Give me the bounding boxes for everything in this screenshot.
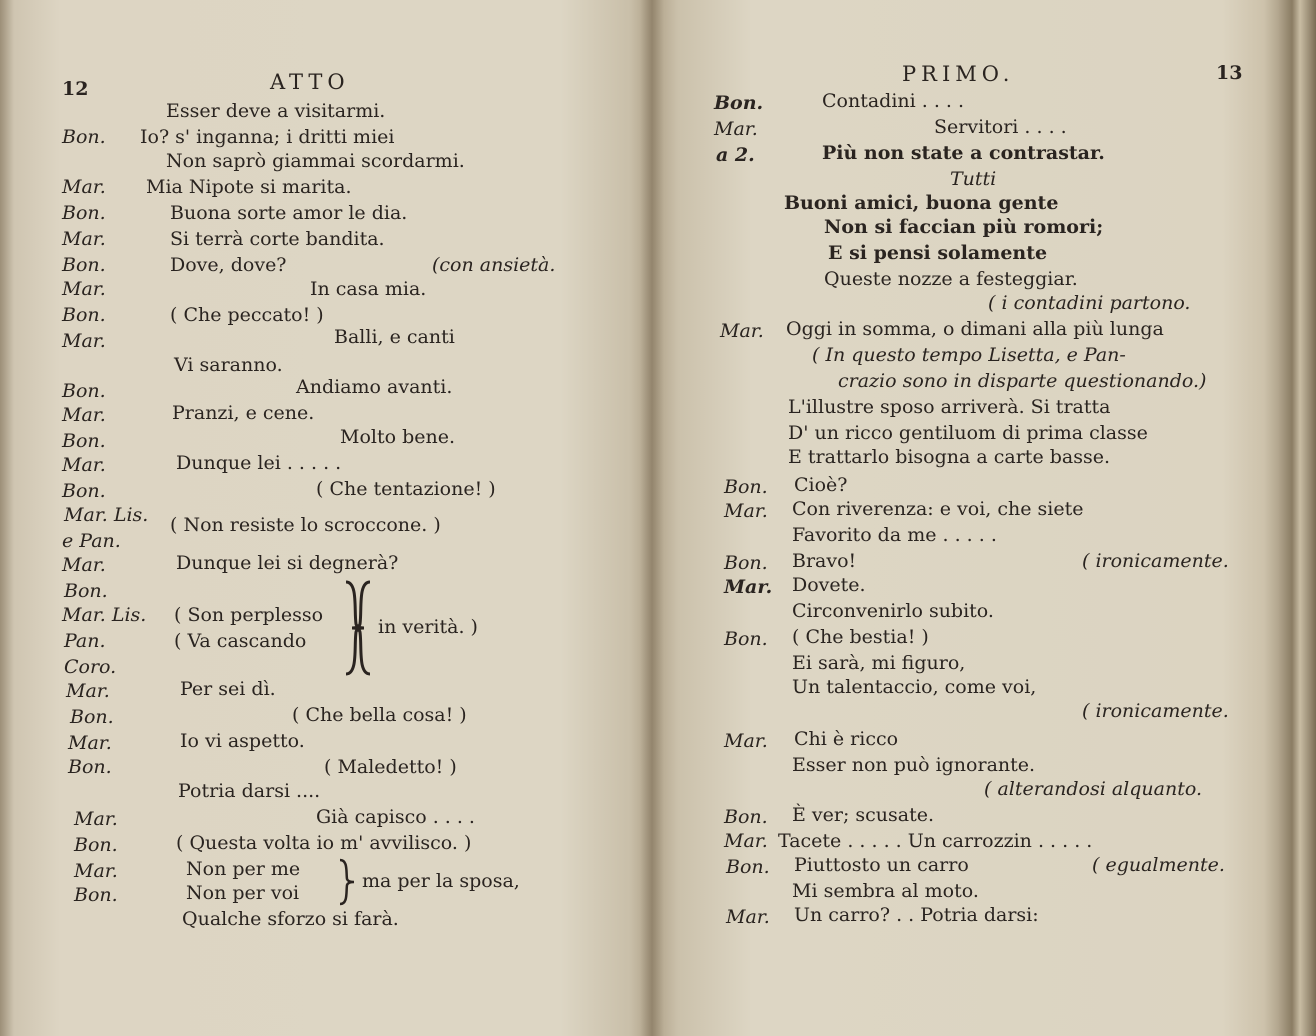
stage-direction: (con ansietà.: [432, 254, 556, 276]
text-line: Chi è ricco: [794, 728, 899, 750]
text-line: in verità. ): [378, 616, 478, 638]
text-line: Dove, dove?: [170, 254, 287, 276]
text-line: In casa mia.: [310, 278, 427, 300]
stage-direction: crazio sono in disparte questionando.): [838, 370, 1207, 392]
text-line: Già capisco . . . .: [316, 806, 475, 828]
text-line: Servitori . . . .: [934, 116, 1067, 138]
speaker: Mar.: [724, 576, 773, 598]
text-line: Potria darsi ....: [178, 780, 321, 802]
text-line: Più non state a contrastar.: [822, 142, 1105, 164]
text-line: Non si faccian più romori;: [824, 216, 1104, 238]
page-number: 13: [1216, 62, 1243, 84]
text-line: Dunque lei si degnerà?: [176, 552, 399, 574]
text-line: ( Questa volta io m' avvilisco. ): [176, 832, 472, 854]
running-header: PRIMO.: [902, 62, 1015, 86]
speaker: Bon.: [74, 834, 118, 856]
stage-direction: ( ironicamente.: [1082, 550, 1229, 572]
speaker: e Pan.: [62, 530, 121, 552]
text-line: Balli, e canti: [334, 326, 455, 348]
speaker: Mar.: [724, 500, 768, 522]
text-line: ma per la sposa,: [362, 870, 520, 892]
speaker: Mar.: [62, 330, 106, 352]
speaker: Mar.: [74, 860, 118, 882]
text-line: L'illustre sposo arriverà. Si tratta: [788, 396, 1111, 418]
text-line: Un talentaccio, come voi,: [792, 676, 1037, 698]
text-line: ( Non resiste lo scroccone. ): [170, 514, 441, 536]
speaker: Mar.: [62, 228, 106, 250]
text-line: Vi saranno.: [174, 354, 283, 376]
speaker: Bon.: [74, 884, 118, 906]
text-line: Esser deve a visitarmi.: [166, 100, 386, 122]
text-line: È ver; scusate.: [792, 804, 935, 826]
text-line: Dovete.: [792, 574, 866, 596]
speaker: Bon.: [62, 480, 106, 502]
left-brace-icon: [350, 580, 374, 676]
stage-direction: ( egualmente.: [1092, 854, 1225, 876]
text-line: Esser non può ignorante.: [792, 754, 1036, 776]
speaker: Bon.: [714, 92, 764, 114]
text-line: Contadini . . . .: [822, 90, 965, 112]
speaker: Bon.: [62, 380, 106, 402]
speaker: Bon.: [62, 254, 106, 276]
text-line: Cioè?: [794, 474, 848, 496]
text-line: Dunque lei . . . . .: [176, 452, 342, 474]
text-line: Tacete . . . . . Un carrozzin . . . . .: [778, 830, 1093, 852]
speaker: Mar.: [62, 176, 106, 198]
speaker: Mar.: [68, 732, 112, 754]
speaker: Bon.: [724, 806, 768, 828]
speaker: Mar.: [62, 454, 106, 476]
speaker: Coro.: [64, 656, 117, 678]
text-line: Bravo!: [792, 550, 857, 572]
text-line: ( Son perplesso: [174, 604, 324, 626]
text-line: Qualche sforzo si farà.: [182, 908, 399, 930]
speaker: Mar.: [726, 906, 770, 928]
text-line: Circonvenirlo subito.: [792, 600, 994, 622]
speaker: Mar.: [62, 554, 106, 576]
text-line: Molto bene.: [340, 426, 456, 448]
speaker: Mar.: [720, 320, 764, 342]
text-line: Favorito da me . . . . .: [792, 524, 997, 546]
speaker: Bon.: [726, 856, 770, 878]
text-line: Un carro? . . Potria darsi:: [794, 904, 1039, 926]
text-line: Mia Nipote si marita.: [146, 176, 352, 198]
text-line: Per sei dì.: [180, 678, 276, 700]
text-line: Buoni amici, buona gente: [784, 192, 1059, 214]
speaker: Mar.: [66, 680, 110, 702]
right-brace-icon: [336, 858, 358, 906]
speaker: Bon.: [62, 202, 106, 224]
speaker: Mar.: [714, 118, 758, 140]
text-line: D' un ricco gentiluom di prima classe: [788, 422, 1148, 444]
speaker: Bon.: [64, 580, 108, 602]
text-line: E trattarlo bisogna a carte basse.: [788, 446, 1110, 468]
speaker: Mar.: [62, 404, 106, 426]
book-gutter: [640, 0, 664, 1036]
speaker: Mar.: [724, 830, 768, 852]
speaker: Bon.: [62, 126, 106, 148]
stage-direction: ( ironicamente.: [1082, 700, 1229, 722]
text-line: ( Che tentazione! ): [316, 478, 496, 500]
text-line: ( Che peccato! ): [170, 304, 324, 326]
text-line: Buona sorte amor le dia.: [170, 202, 408, 224]
text-line: Io? s' inganna; i dritti miei: [140, 126, 395, 148]
left-page: [0, 0, 652, 1036]
speaker: Bon.: [724, 628, 768, 650]
text-line: Andiamo avanti.: [296, 376, 453, 398]
page-number: 12: [62, 78, 89, 100]
speaker: Pan.: [64, 630, 106, 652]
text-line: Mi sembra al moto.: [792, 880, 979, 902]
speaker: Mar.: [74, 808, 118, 830]
text-line: Oggi in somma, o dimani alla più lunga: [786, 318, 1164, 340]
text-line: Tutti: [950, 168, 997, 190]
speaker: a 2.: [716, 144, 755, 166]
text-line: Si terrà corte bandita.: [170, 228, 385, 250]
speaker: Bon.: [724, 552, 768, 574]
speaker: Bon.: [62, 430, 106, 452]
speaker: Mar. Lis.: [64, 504, 149, 526]
text-line: Con riverenza: e voi, che siete: [792, 498, 1084, 520]
stage-direction: ( alterandosi alquanto.: [984, 778, 1202, 800]
running-header: ATTO: [270, 70, 350, 94]
stage-direction: ( In questo tempo Lisetta, e Pan-: [812, 344, 1126, 366]
speaker: Bon.: [724, 476, 768, 498]
text-line: ( Che bella cosa! ): [292, 704, 467, 726]
speaker: Bon.: [70, 706, 114, 728]
speaker: Mar.: [724, 730, 768, 752]
text-line: ( Maledetto! ): [324, 756, 457, 778]
text-line: ( Va cascando: [174, 630, 307, 652]
text-line: Non per voi: [186, 882, 300, 904]
text-line: Ei sarà, mi figuro,: [792, 652, 966, 674]
text-line: Pranzi, e cene.: [172, 402, 315, 424]
speaker: Bon.: [62, 304, 106, 326]
speaker: Mar. Lis.: [62, 604, 147, 626]
speaker: Bon.: [68, 756, 112, 778]
text-line: Queste nozze a festeggiar.: [824, 268, 1078, 290]
text-line: Non saprò giammai scordarmi.: [166, 150, 465, 172]
text-line: Io vi aspetto.: [180, 730, 305, 752]
text-line: Non per me: [186, 858, 301, 880]
speaker: Mar.: [62, 278, 106, 300]
text-line: E si pensi solamente: [828, 242, 1048, 264]
text-line: ( Che bestia! ): [792, 626, 929, 648]
right-page: [652, 0, 1316, 1036]
text-line: Piuttosto un carro: [794, 854, 969, 876]
stage-direction: ( i contadini partono.: [988, 292, 1191, 314]
